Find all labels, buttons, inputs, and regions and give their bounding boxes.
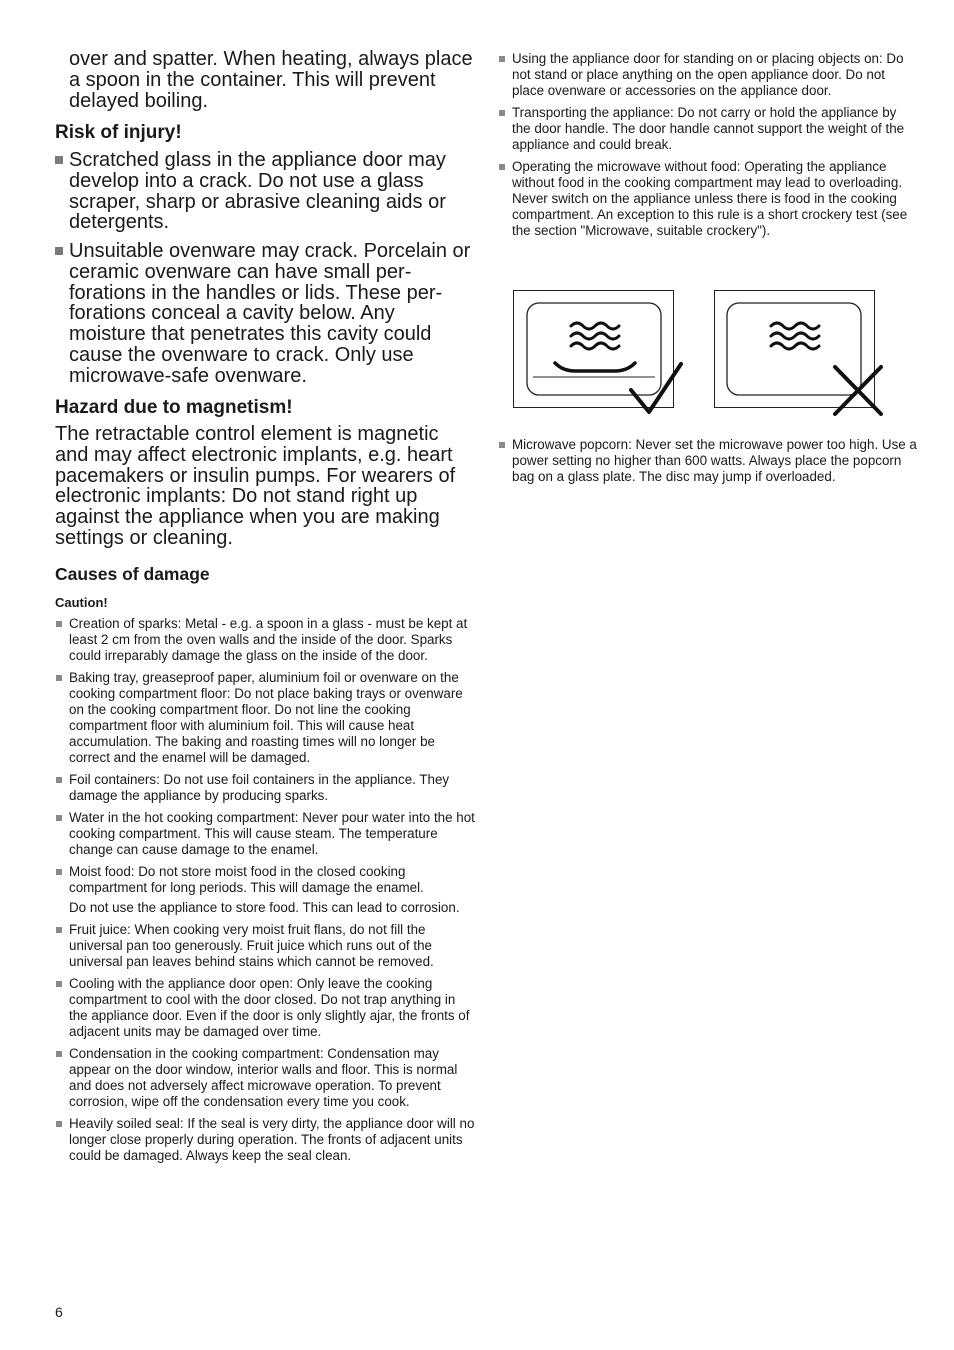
damage-item-text: Foil containers: Do not use foil containers in the appliance. They damage the appliance by producing sparks. [69,772,450,803]
risk-injury-item-text: Unsuitable ovenware may crack. Porcelain or ceramic ovenware can have small per-forations in the handles or lids. These per-forations conceal a cavity below. Any moisture that penetrates this cavity could cause the ovenware to crack. Only use microwave-safe ovenware. [69,240,471,387]
damage-item-text: Condensation in the cooking compartment: Condensation may appear on the door window, interior walls and floor. This is normal and does not adversely affect microwave operation. To prevent corrosion, wipe off the condensation every time you cook. [69,1046,458,1109]
damage-item-text: Baking tray, greaseproof paper, aluminium foil or ovenware on the cooking compartment floor: Do not place baking trays or ovenware on the cooking compartment floor. Do not line the cooking compartment floor with aluminium foil. This will cause heat accumulation. The baking and roasting times will no longer be correct and the enamel will be damaged. [69,670,463,765]
damage-item [55,616,475,664]
damage-list-continued [498,51,918,245]
damage-item-text: Cooling with the appliance door open: Only leave the cooking compartment to cool with the door closed. Do not trap anything in the appliance door. Even if the door is only slightly ajar, the fronts of adjacent units may be damaged over time. [69,976,470,1039]
damage-item-text: Operating the microwave without food: Operating the appliance without food in the cooking compartment may lead to overloading. Never switch on the appliance unless there is food in the cooking compartment. An exception to this rule is a short crockery test (see the section "Microwave, suitable crockery"). [512,159,908,238]
microwave-food-figure [513,290,913,420]
bullet-icon [56,981,62,987]
risk-injury-item-text: Scratched glass in the appliance door may develop into a crack. Do not use a glass scraper, sharp or abrasive cleaning aids or detergents. [69,149,446,234]
damage-heading: Causes of damage [55,564,210,584]
damage-item [55,976,475,1040]
damage-item [498,51,918,99]
damage-item-text: Heavily soiled seal: If the seal is very dirty, the appliance door will no longer close properly during operation. The fronts of adjacent units could be damaged. Always keep the seal clean. [69,1116,475,1163]
bullet-icon [499,56,505,62]
bullet-icon [55,247,63,255]
bullet-icon [499,164,505,170]
damage-item-text: Using the appliance door for standing on or placing objects on: Do not stand or place anything on the open appliance door. Do not place ovenware or accessories on the appliance door. [512,51,904,98]
damage-item [498,159,918,239]
damage-item [498,105,918,153]
bullet-icon [56,869,62,875]
risk-injury-heading: Risk of injury! [55,122,182,143]
bullet-icon [55,156,63,164]
damage-item-text: Creation of sparks: Metal - e.g. a spoon in a glass - must be kept at least 2 cm from the oven walls and the inside of the door. Sparks could irreparably damage the glass on the inside of the door. [69,616,468,663]
intro-text: over and spatter. When heating, always place a spoon in the container. This will prevent delayed boiling. [69,48,473,112]
caution-label: Caution! [55,595,108,610]
bullet-icon [56,621,62,627]
bullet-icon [56,1051,62,1057]
bullet-icon [56,815,62,821]
risk-injury-item [55,241,475,387]
damage-item-text: Water in the hot cooking compartment: Never pour water into the hot cooking compartment. This will cause steam. The temperature change can cause damage to the enamel. [69,810,475,857]
damage-item [55,670,475,766]
damage-list-bottom [498,437,918,491]
bullet-icon [499,442,505,448]
magnetism-heading: Hazard due to magnetism! [55,397,293,418]
microwave-with-food-check-icon [514,291,682,413]
damage-item-text: Fruit juice: When cooking very moist fruit flans, do not fill the universal pan too generously. Fruit juice which runs out of the universal pan leaves behind stains which cannot be removed. [69,922,434,969]
damage-item-text: Moist food: Do not store moist food in the closed cooking compartment for long periods. This will damage the enamel. [69,864,424,895]
damage-item [55,1046,475,1110]
microwave-food-illustration [513,290,913,420]
microwave-empty-cross-icon [715,291,882,415]
damage-item [55,810,475,858]
page-number: 6 [55,1304,63,1320]
damage-item-note: Do not use the appliance to store food. This can lead to corrosion. [69,900,460,915]
damage-item [55,772,475,804]
damage-list [55,616,475,1170]
bullet-icon [56,675,62,681]
damage-item-text: Microwave popcorn: Never set the microwave power too high. Use a power setting no higher than 600 watts. Always place the popcorn bag on a glass plate. The disc may jump if overloaded. [512,437,917,484]
bullet-icon [56,927,62,933]
risk-injury-item [55,150,475,233]
bullet-icon [499,110,505,116]
damage-item [55,922,475,970]
damage-item-text: Transporting the appliance: Do not carry or hold the appliance by the door handle. The door handle cannot support the weight of the appliance and could break. [512,105,905,152]
magnetism-text: The retractable control element is magnetic and may affect electronic implants, e.g. heart pacemakers or insulin pumps. For wearers of electronic implants: Do not stand right up against the appliance when you are making settings or cleaning. [55,423,456,549]
damage-item [55,864,475,916]
bullet-icon [56,1121,62,1127]
damage-item [498,437,918,485]
damage-item [55,1116,475,1164]
bullet-icon [56,777,62,783]
